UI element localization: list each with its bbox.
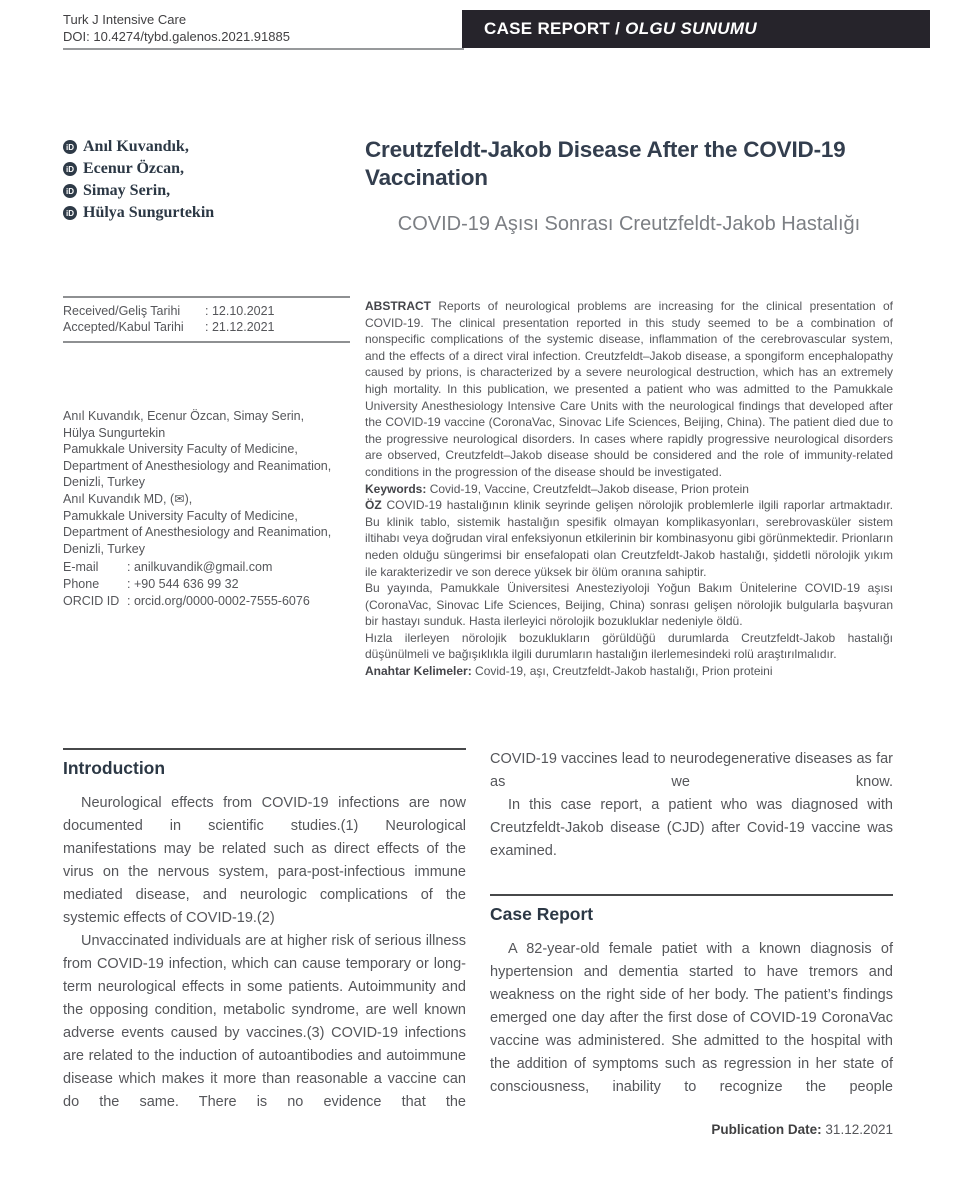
journal-name: Turk J Intensive Care <box>63 12 187 27</box>
header-divider <box>63 48 464 50</box>
abstract-tr-p2: Bu yayında, Pamukkale Üniversitesi Anesteziyoloji Yoğun Bakım Ünitelerine COVID-19 aşısı (CoronaVac, Sinovac Life Sciences, Beijing, China) sonrası gelişen nörolojik bulgularla başvuran bir hastayı sunduk. Hasta ilerleyici nörolojik bozukluklar nedeniyle öldü. <box>365 581 893 629</box>
orcid-icon: iD <box>63 206 77 220</box>
abstract-tr <box>365 497 893 580</box>
publication-date-value: 31.12.2021 <box>821 1122 893 1137</box>
article-type-banner <box>462 10 930 48</box>
abstract-label: ABSTRACT <box>365 299 431 313</box>
abstracts-block <box>365 298 893 680</box>
affiliation-authors <box>63 408 363 491</box>
affiliation-line: Hülya Sungurtekin <box>63 425 166 440</box>
keywords-label: Keywords: <box>365 481 427 496</box>
case-report-paragraph-1: A 82-year-old female patiet with a known diagnosis of hypertension and dementia started to have tremors and weakness on the right side of her body. The patient’s findings emerged one day after the first dose of COVID-19 CoronaVac vaccine was administered. She admitted to the hospital with the addition of symptoms such as regression in her state of consciousness, inability to recognize the people <box>490 941 893 1095</box>
keywords-text: Covid-19, Vaccine, Creutzfeldt–Jakob disease, Prion protein <box>426 481 749 496</box>
abstract-text: Reports of neurological problems are increasing for the clinical presentation of COVID-19. The clinical presentation reported in this study seemed to be a combination of nonspecific complications of the systemic disease, inflammation of the cerebrovascular system, and the effects of a direct viral infection. Creutzfeldt–Jakob disease, a spongiform encephalopathy caused by prions, is characterized by a severe neurological destruction, which has an extremely high mortality. In this publication, we presented a patient who was admitted to the Pamukkale University Anesthesiology Intensive Care Units with the neurological findings that developed after the COVID-19 vaccine (CoronaVac, Sinovac Life Sciences, Beijing, China). The patient died due to the progressive neurological disorders. In cases where rapidly progressive neurological disorders are observed, Creutzfeldt–Jakob disease should be considered and the role of immunity-related conditions in the progression of the disease should be investigated. <box>365 299 893 479</box>
dates-block <box>63 296 350 343</box>
affiliation-line: Pamukkale University Faculty of Medicine, <box>63 508 298 523</box>
accepted-row <box>63 319 350 335</box>
author-row <box>63 158 214 180</box>
keywords-tr-text: Covid-19, aşı, Creutzfeldt-Jakob hastalığı, Prion proteini <box>471 664 773 679</box>
affiliation-line: Denizli, Turkey <box>63 541 145 556</box>
phone-row <box>63 576 363 593</box>
intro-paragraph-1: Neurological effects from COVID-19 infections are now documented in scientific studies.(1) Neurological manifestations may be related such as direct effects of the virus on the nervous system, para-post-infectious immune mediated disease, and neurologic complications of the systemic effects of COVID-19.(2) <box>63 795 466 926</box>
affiliation-line: Pamukkale University Faculty of Medicine, <box>63 442 298 456</box>
orcid-icon: iD <box>63 162 77 176</box>
received-value: : 12.10.2021 <box>205 304 275 318</box>
body-column-right <box>490 748 893 1099</box>
title-block <box>365 136 893 236</box>
phone-label: Phone <box>63 577 100 591</box>
intro-paragraph-2-continued: COVID-19 vaccines lead to neurodegenerative diseases as far as we know. <box>490 751 893 790</box>
phone-value: : +90 544 636 99 32 <box>127 577 239 591</box>
author-row <box>63 180 214 202</box>
keywords-tr-label: Anahtar Kelimeler: <box>365 664 472 679</box>
orcid-icon: iD <box>63 184 77 198</box>
intro-paragraph-3: In this case report, a patient who was diagnosed with Creutzfeldt-Jakob disease (CJD) after Covid-19 vaccine was examined. <box>490 797 893 859</box>
email-label: E-mail <box>63 560 99 574</box>
orcid-icon: iD <box>63 140 77 154</box>
orcid-value: : orcid.org/0000-0002-7555-6076 <box>127 594 310 608</box>
orcid-label: ORCID ID <box>63 594 120 608</box>
doi: DOI: 10.4274/tybd.galenos.2021.91885 <box>63 29 290 44</box>
email-value: : anilkuvandik@gmail.com <box>127 560 273 574</box>
author-name: Anıl Kuvandık, <box>83 138 189 155</box>
accepted-label: Accepted/Kabul Tarihi <box>63 320 184 334</box>
oz-text-1: COVID-19 hastalığının klinik seyrinde gelişen nörolojik problemlerle ilgili raporlar artmaktadır. Bu klinik tablo, sistemik hastalığın spesifik olmayan komplikasyonları, serebrovasküler sistem iltihabı veya doğrudan viral enfeksiyonun etkilerinin bir kombinasyonu gibi görünmektedir. Prionların neden olduğu süngerimsi bir ensefalopati olan Creutzfeldt-Jakob hastalığı, şiddetli nörolojik yıkım ile karakterizedir ve son derece yüksek bir ölüm oranına sahiptir. <box>365 498 893 579</box>
author-list <box>63 136 214 224</box>
author-row <box>63 202 214 224</box>
section-heading-introduction: Introduction <box>63 748 466 779</box>
keywords-en <box>365 481 893 498</box>
journal-info <box>63 11 290 45</box>
email-row <box>63 559 363 576</box>
affiliation-line: Anıl Kuvandık MD, (✉), <box>63 492 193 506</box>
abstract-tr-p3: Hızla ilerleyen nörolojik bozuklukların görüldüğü durumlarda Creutzfeldt-Jakob hastalığı düşünülmeli ve bağışıklıkla ilgili durumların hastalığın ilerlemesindeki rolü araştırılmalıdır. <box>365 630 893 662</box>
affiliation-line: Anıl Kuvandık, Ecenur Özcan, Simay Serin, <box>63 409 305 423</box>
author-row <box>63 136 214 158</box>
keywords-tr <box>365 663 893 680</box>
author-name: Ecenur Özcan, <box>83 160 185 177</box>
abstract-en <box>365 298 893 481</box>
contact-block <box>63 559 363 610</box>
affiliation-line: Department of Anesthesiology and Reanimation, <box>63 525 332 539</box>
author-name: Simay Serin, <box>83 182 171 199</box>
received-label: Received/Geliş Tarihi <box>63 304 181 318</box>
body-column-left <box>63 748 466 1114</box>
section-heading-case-report: Case Report <box>490 894 893 925</box>
corresponding-author-block <box>63 491 363 557</box>
banner-label-tr: OLGU SUNUMU <box>625 19 757 38</box>
banner-label-en: CASE REPORT / <box>484 19 626 38</box>
author-name: Hülya Sungurtekin <box>83 204 215 221</box>
accepted-value: : 21.12.2021 <box>205 320 275 334</box>
article-title-tr: COVID-19 Aşısı Sonrası Creutzfeldt-Jakob Hastalığı <box>397 213 861 235</box>
received-row <box>63 303 350 319</box>
publication-date <box>711 1122 893 1137</box>
oz-label: ÖZ <box>365 498 382 513</box>
orcid-row <box>63 593 363 610</box>
publication-date-label: Publication Date: <box>711 1122 822 1137</box>
affiliation-line: Denizli, Turkey <box>63 475 145 489</box>
affiliation-line: Department of Anesthesiology and Reanimation, <box>63 458 332 473</box>
article-title-en: Creutzfeldt-Jakob Disease After the COVID-19 Vaccination <box>365 137 846 190</box>
intro-paragraph-2: Unvaccinated individuals are at higher risk of serious illness from COVID-19 infection, which can cause temporary or long-term neurological effects in some patients. Autoimmunity and the opposing condition, metabolic syndrome, are well known adverse events caused by vaccines.(3) COVID-19 infections are related to the induction of autoantibodies and autoimmune disease which makes it more than reasonable a vaccine can do the same. There is no evidence that the <box>63 933 466 1110</box>
